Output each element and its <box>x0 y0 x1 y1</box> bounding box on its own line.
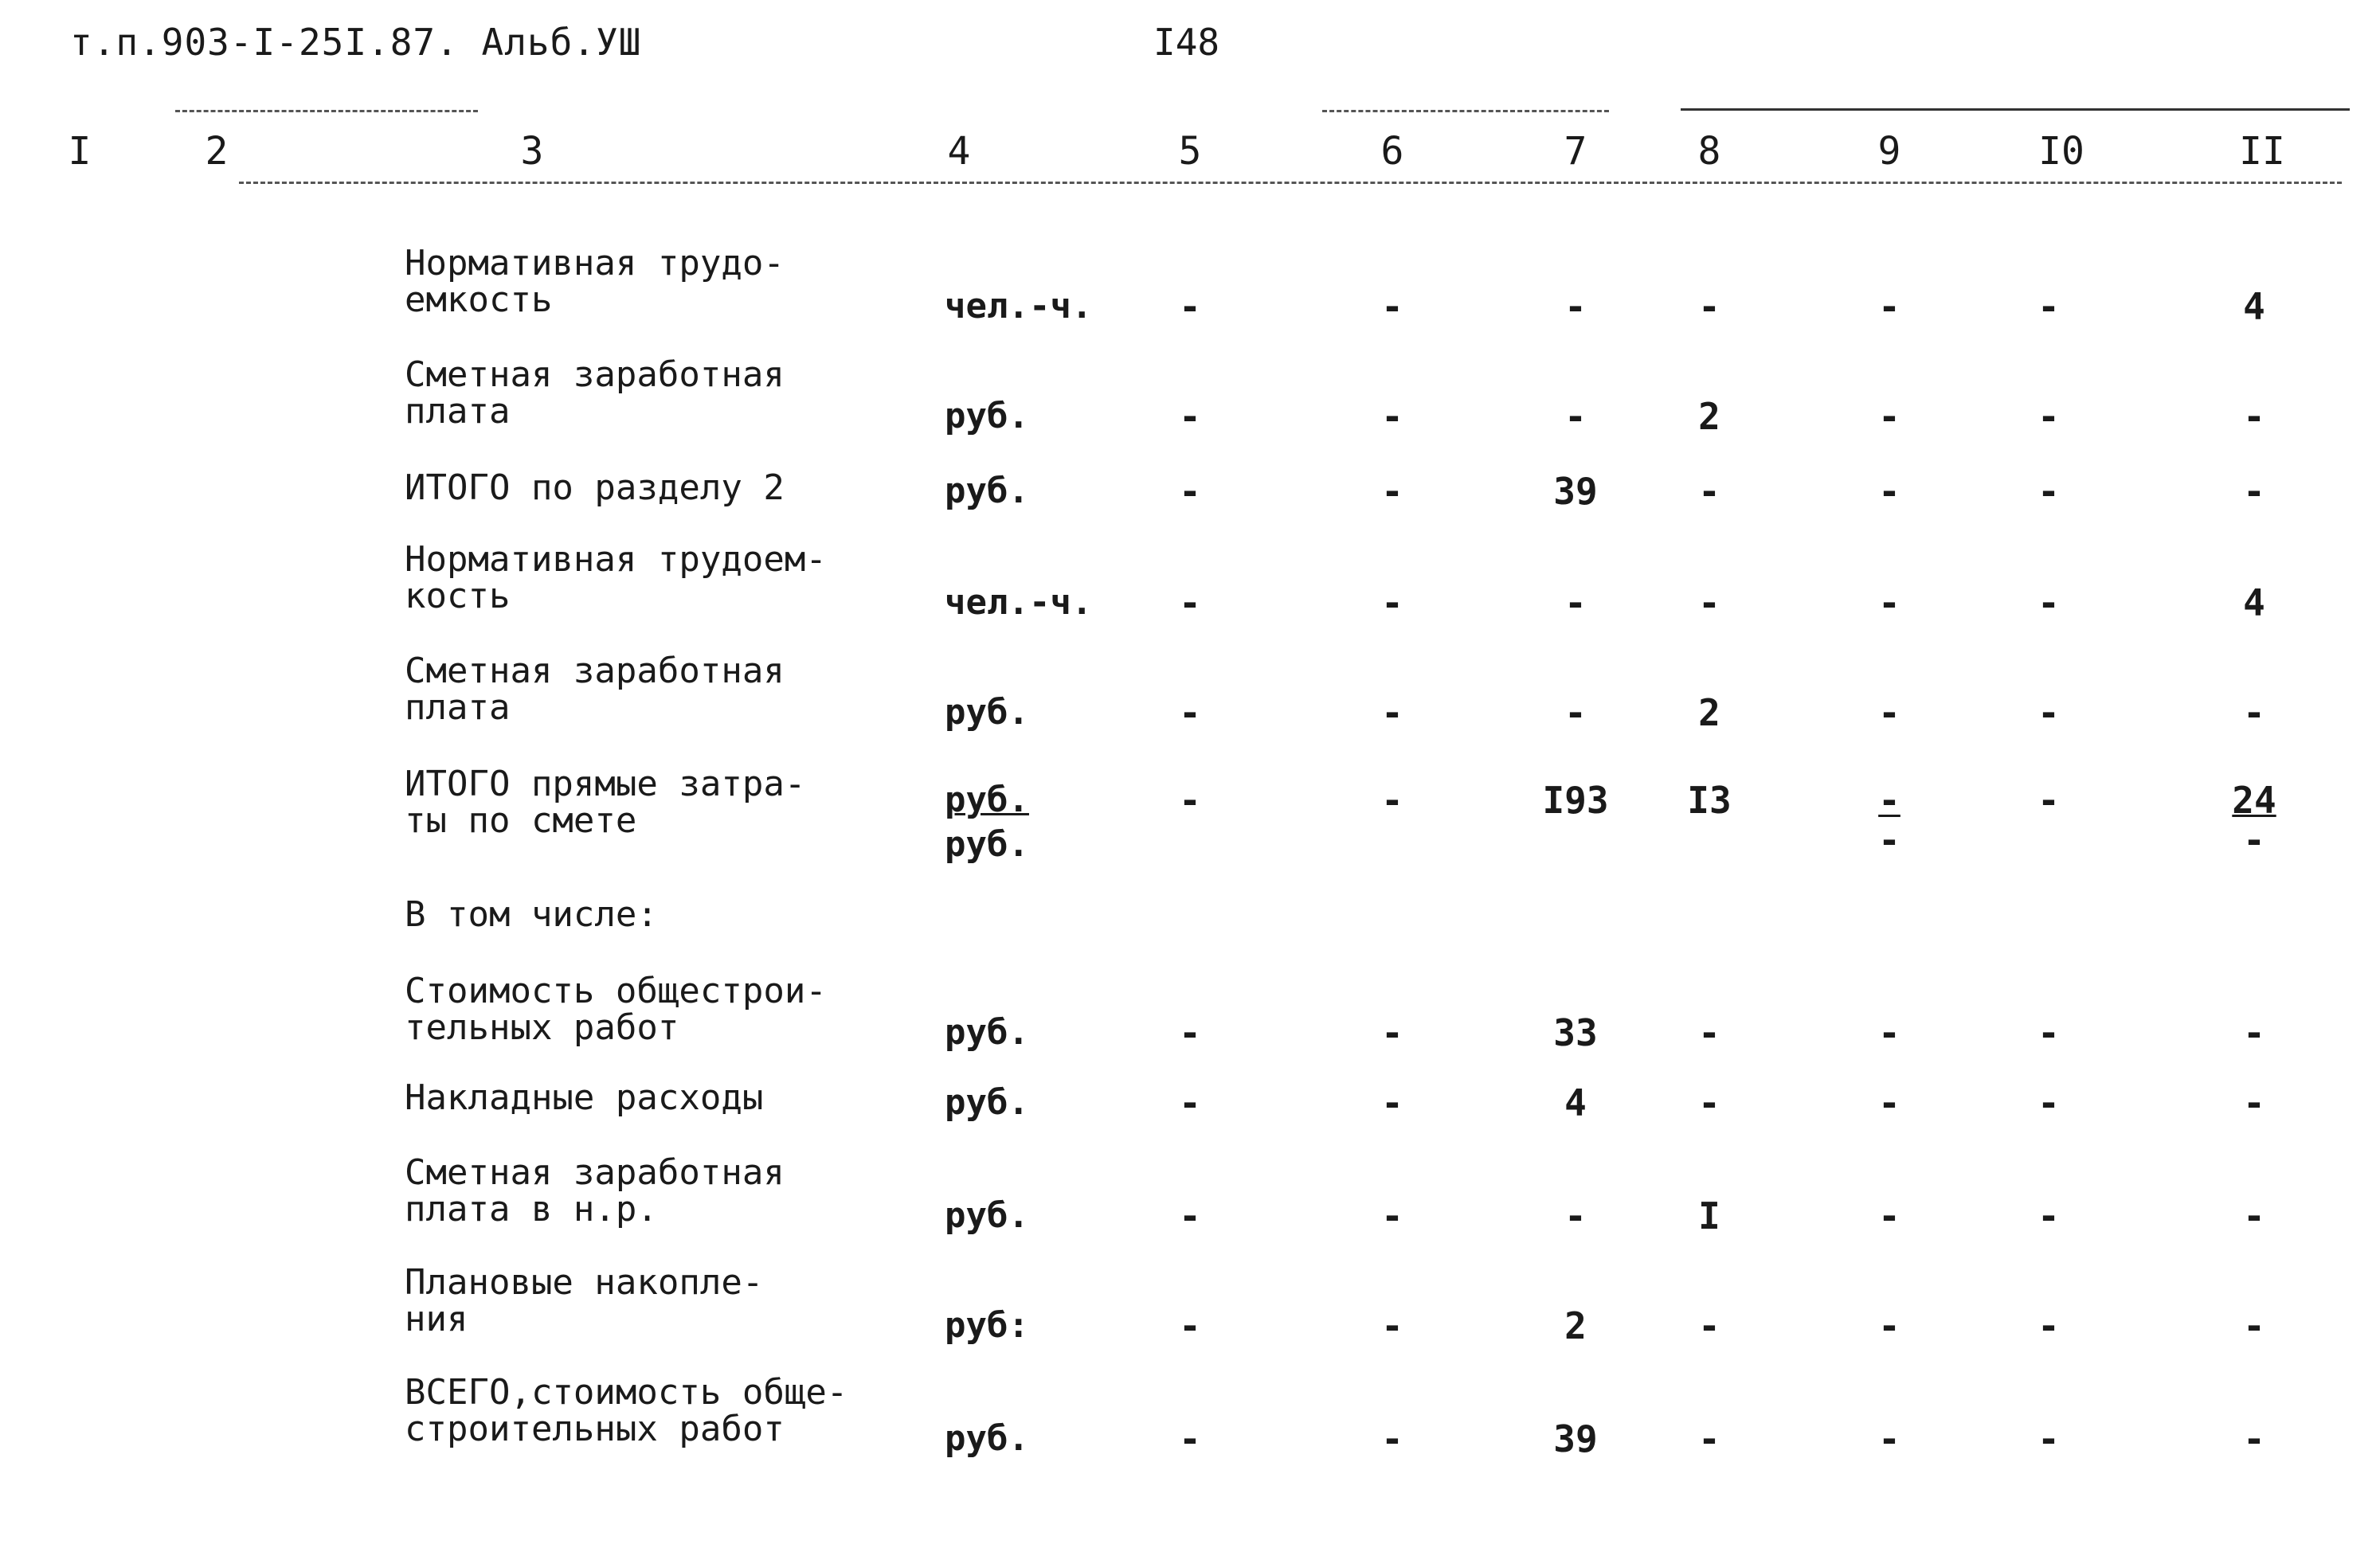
value-cell-col-11: - <box>2243 470 2265 513</box>
value-cell-col-11: 4 <box>2243 581 2265 624</box>
unit-text: чел.-ч. <box>945 286 1093 326</box>
value-cell-col-11: - <box>2243 1304 2265 1347</box>
value-cell-col-9: - <box>1878 1194 1900 1237</box>
value-cell-col-11: 4 <box>2243 285 2265 328</box>
top-rule-right <box>1681 108 2350 111</box>
value-cell-col-7: 4 <box>1564 1081 1587 1124</box>
value-cell-col-7: - <box>1564 395 1587 438</box>
value-cell-col-6: - <box>1381 1417 1403 1460</box>
value-cell-col-5: - <box>1179 1417 1201 1460</box>
row-label: ИТОГО прямые затра- ты по смете <box>405 764 806 841</box>
value-cell-col-7: - <box>1564 1194 1587 1237</box>
value-cell-col-6: - <box>1381 395 1403 438</box>
column-number-3: 3 <box>520 129 544 174</box>
row-unit <box>945 288 1092 325</box>
value-cell-col-5: - <box>1179 395 1201 438</box>
unit-text: руб: <box>945 1305 1029 1346</box>
value-cell-col-8: 2 <box>1698 691 1720 734</box>
unit-text: руб. <box>945 780 1029 820</box>
value-cell-col-8: - <box>1698 470 1720 513</box>
column-number-9: 9 <box>1877 129 1901 174</box>
value-cell-col-10: - <box>2037 395 2060 438</box>
value-cell-col-8: - <box>1698 1081 1720 1124</box>
value-cell-col-10: - <box>2037 1011 2060 1054</box>
value-cell-col-9: - <box>1878 1304 1900 1347</box>
row-label: Плановые накопле- ния <box>405 1262 764 1339</box>
column-number-5: 5 <box>1178 129 1202 174</box>
unit-text-secondary: руб. <box>945 824 1029 865</box>
unit-text: чел.-ч. <box>945 582 1093 623</box>
row-label: Нормативная трудо- емкость <box>405 243 785 320</box>
value-cell-col-11: - <box>2243 1194 2265 1237</box>
value-cell-col-10: - <box>2037 1417 2060 1460</box>
value-cell-col-5: - <box>1179 1011 1201 1054</box>
document-code: т.п.903-I-25I.87. Альб.УШ <box>70 21 642 64</box>
value-cell-col-7: 2 <box>1564 1304 1587 1347</box>
row-label: Нормативная трудоем- кость <box>405 539 827 616</box>
column-number-8: 8 <box>1697 129 1721 174</box>
value-cell-col-10: - <box>2037 470 2060 513</box>
value-cell-col-6: - <box>1381 1081 1403 1124</box>
value-cell-col-10: - <box>2037 581 2060 624</box>
unit-text: руб. <box>945 1012 1029 1053</box>
value-cell-col-11: - <box>2243 395 2265 438</box>
row-label: Сметная заработная плата <box>405 651 785 728</box>
row-label: ИТОГО по разделу 2 <box>405 467 785 508</box>
column-number-11: II <box>2239 129 2285 174</box>
value-cell-col-8: - <box>1698 581 1720 624</box>
fraction-denominator: - <box>1878 819 1900 862</box>
value-cell-col-10: - <box>2037 779 2060 822</box>
unit-text: руб. <box>945 1195 1029 1236</box>
row-label: Сметная заработная плата <box>405 354 785 432</box>
value-cell-col-9: - <box>1878 691 1900 734</box>
column-number-10: I0 <box>2038 129 2084 174</box>
row-label: Стоимость общестрои- тельных работ <box>405 971 827 1048</box>
value-cell-col-6: - <box>1381 1194 1403 1237</box>
column-number-7: 7 <box>1564 129 1587 174</box>
value-cell-col-8: 2 <box>1698 395 1720 438</box>
value-cell-col-7: - <box>1564 581 1587 624</box>
top-rule-middle <box>1322 110 1609 112</box>
value-cell-col-11 <box>2198 779 2310 862</box>
unit-text: руб. <box>945 692 1029 733</box>
value-cell-col-9: - <box>1878 395 1900 438</box>
fraction-denominator: - <box>2243 819 2265 862</box>
column-number-6: 6 <box>1380 129 1404 174</box>
unit-text: руб. <box>945 1418 1029 1459</box>
unit-text: руб. <box>945 471 1029 511</box>
value-cell-col-8: I3 <box>1687 779 1732 822</box>
value-cell-col-6: - <box>1381 1304 1403 1347</box>
value-cell-col-5: - <box>1179 691 1201 734</box>
column-number-2: 2 <box>205 129 229 174</box>
value-cell-col-11: - <box>2243 691 2265 734</box>
value-cell-col-10: - <box>2037 691 2060 734</box>
row-unit <box>945 1082 1029 1123</box>
value-cell-col-9 <box>1834 779 1945 862</box>
value-cell-col-5: - <box>1179 285 1201 328</box>
value-cell-col-10: - <box>2037 285 2060 328</box>
row-unit <box>945 473 1029 510</box>
row-label: В том числе: <box>405 894 658 935</box>
value-cell-col-7: - <box>1564 691 1587 734</box>
row-unit <box>945 782 1029 863</box>
value-cell-col-10: - <box>2037 1194 2060 1237</box>
row-unit <box>945 1305 1029 1346</box>
value-cell-col-8: - <box>1698 1417 1720 1460</box>
value-cell-col-9: - <box>1878 1011 1900 1054</box>
value-cell-col-5: - <box>1179 581 1201 624</box>
header-bottom-rule <box>239 182 2342 184</box>
value-cell-col-7: 39 <box>1553 470 1598 513</box>
value-cell-col-6: - <box>1381 1011 1403 1054</box>
value-cell-col-5: - <box>1179 470 1201 513</box>
value-cell-col-8: I <box>1698 1194 1720 1237</box>
unit-text: руб. <box>945 396 1029 436</box>
value-cell-col-7: I93 <box>1542 779 1609 822</box>
value-cell-col-6: - <box>1381 581 1403 624</box>
value-cell-col-9: - <box>1878 1081 1900 1124</box>
value-cell-col-10: - <box>2037 1304 2060 1347</box>
row-unit <box>945 694 1029 731</box>
fraction-numerator: - <box>1878 779 1900 822</box>
value-cell-col-10: - <box>2037 1081 2060 1124</box>
row-unit <box>945 584 1092 621</box>
value-cell-col-11: - <box>2243 1081 2265 1124</box>
value-cell-col-8: - <box>1698 1304 1720 1347</box>
top-rule-left <box>175 110 478 112</box>
value-cell-col-5: - <box>1179 1194 1201 1237</box>
row-label: ВСЕГО,стоимость обще- строительных работ <box>405 1372 848 1449</box>
row-label: Сметная заработная плата в н.р. <box>405 1152 785 1229</box>
value-cell-col-7: - <box>1564 285 1587 328</box>
value-cell-col-9: - <box>1878 285 1900 328</box>
value-cell-col-9: - <box>1878 581 1900 624</box>
page-number: I48 <box>1153 21 1220 64</box>
unit-text: руб. <box>945 1082 1029 1123</box>
value-cell-col-7: 39 <box>1553 1417 1598 1460</box>
row-unit <box>945 1014 1029 1051</box>
column-number-4: 4 <box>947 129 971 174</box>
value-cell-col-6: - <box>1381 779 1403 822</box>
value-cell-col-5: - <box>1179 1081 1201 1124</box>
value-cell-col-9: - <box>1878 470 1900 513</box>
value-cell-col-5: - <box>1179 779 1201 822</box>
value-cell-col-6: - <box>1381 691 1403 734</box>
value-cell-col-7: 33 <box>1553 1011 1598 1054</box>
value-cell-col-5: - <box>1179 1304 1201 1347</box>
value-cell-col-11: - <box>2243 1417 2265 1460</box>
value-cell-col-8: - <box>1698 285 1720 328</box>
value-cell-col-11: - <box>2243 1011 2265 1054</box>
column-number-1: I <box>68 129 92 174</box>
row-label: Накладные расходы <box>405 1077 764 1118</box>
value-cell-col-9: - <box>1878 1417 1900 1460</box>
row-unit <box>945 1418 1029 1459</box>
value-cell-col-8: - <box>1698 1011 1720 1054</box>
row-unit <box>945 1195 1029 1236</box>
value-cell-col-6: - <box>1381 285 1403 328</box>
fraction-numerator: 24 <box>2232 779 2276 822</box>
row-unit <box>945 398 1029 435</box>
value-cell-col-6: - <box>1381 470 1403 513</box>
